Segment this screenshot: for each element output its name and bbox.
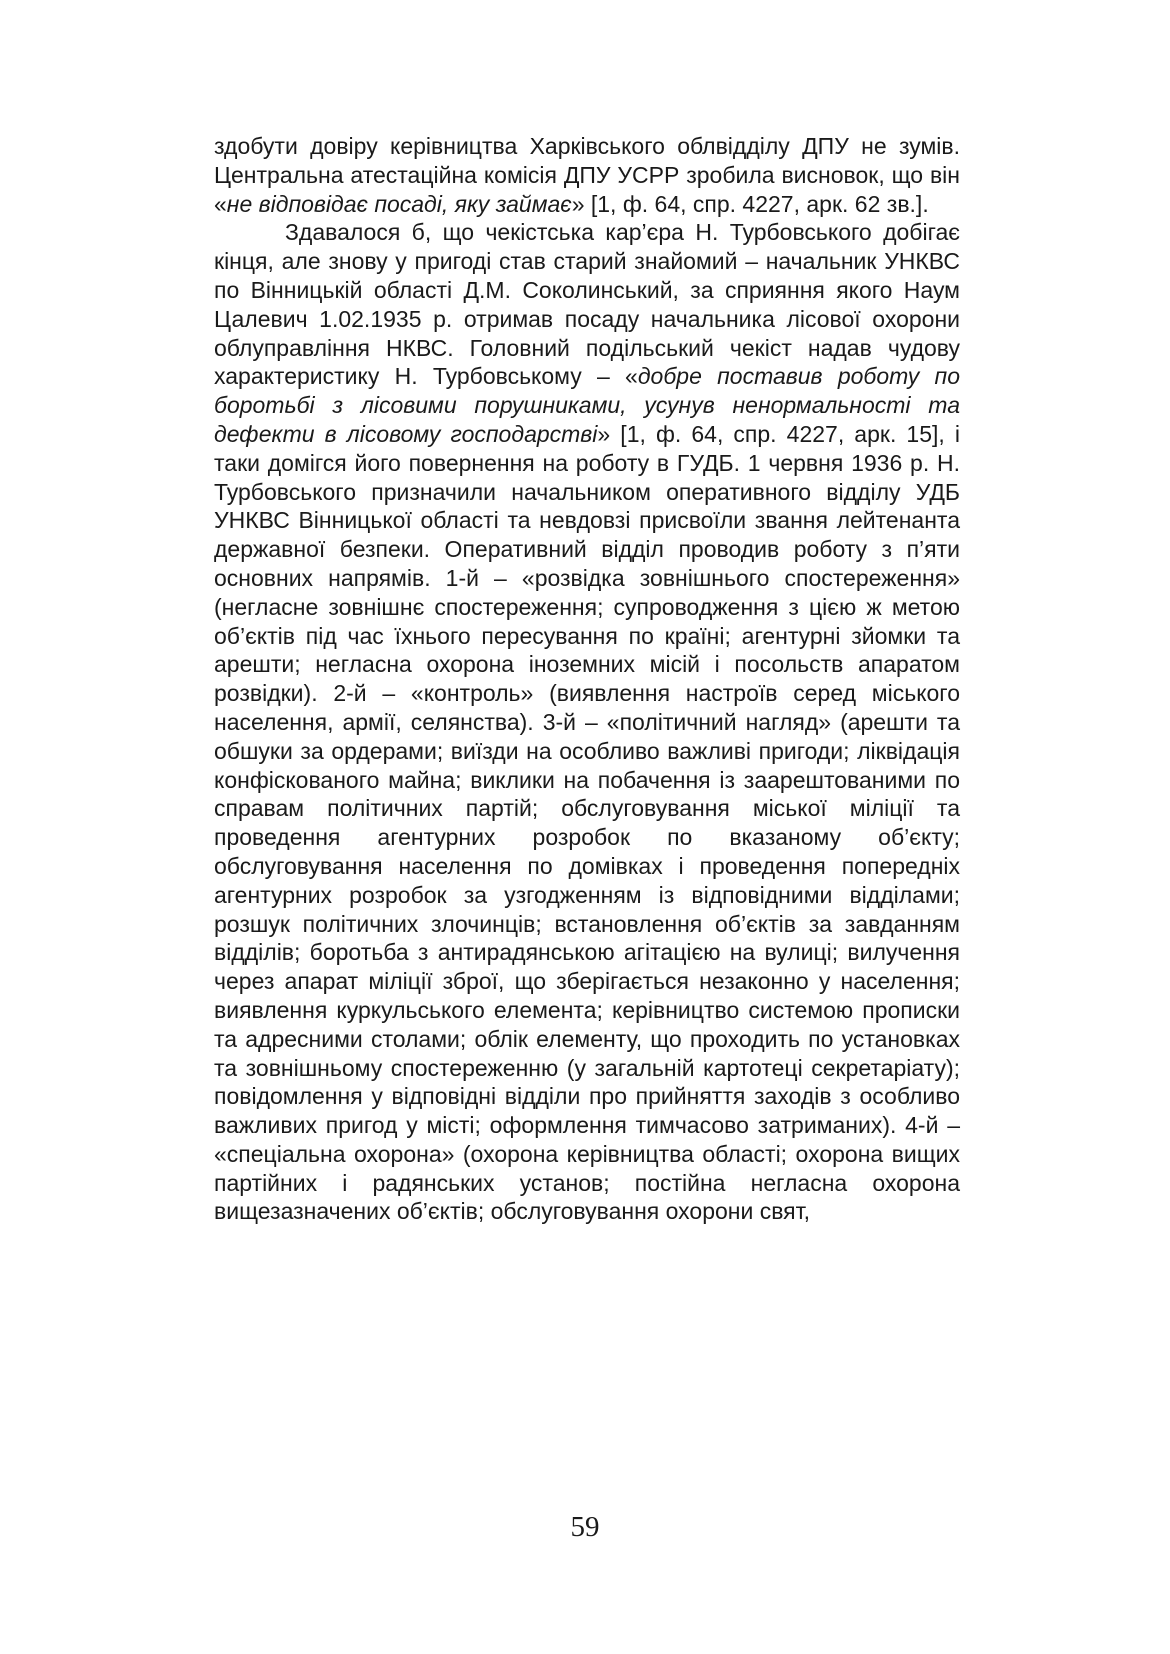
paragraph-1-italic-quote: не відповідає посаді, яку займає xyxy=(226,190,572,217)
paragraph-1-text-start: здобути довіру керівництва Харківського облвідділу ДПУ не зумів. Центральна атестаційна комісія ДПУ УСРР зробила висновок, що він « xyxy=(214,133,960,217)
body-text xyxy=(214,132,960,1226)
paragraph-2-italic-quote: добре поставив роботу по боротьбі з лісовими порушниками, усунув ненормальності та дефекти в лісовому господарстві xyxy=(214,363,960,447)
paragraph-1 xyxy=(214,132,960,218)
paragraph-2-text-start: Здавалося б, що чекістська кар’єра Н. Турбовського добігає кінця, але знову у пригоді став старий знайомий – начальник УНКВС по Вінницькій області Д.М. Соколинський, за сприяння якого Наум Цалевич 1.02.1935 р. отримав посаду начальника лісової охорони облуправління НКВС. Головний подільський чекіст надав чудову характеристику Н. Турбовському – « xyxy=(214,219,960,390)
paragraph-2-text-end: » [1, ф. 64, спр. 4227, арк. 15], і таки домігся його повернення на роботу в ГУДБ. 1 червня 1936 р. Н. Турбовського призначили начальником оперативного відділу УДБ УНКВС Вінницької області та невдовзі присвоїли звання лейтенанта державної безпеки. Оперативний відділ проводив роботу з п’яти основних напрямів. 1-й – «розвідка зовнішнього спостереження» (негласне зовнішнє спостереження; супроводження з цією ж метою об’єктів під час їхнього пересування по країні; агентурні зйомки та арешти; негласна охорона іноземних місій і посольств апаратом розвідки). 2-й – «контроль» (виявлення настроїв серед міського населення, армії, селянства). 3-й – «політичний нагляд» (арешти та обшуки за ордерами; виїзди на особливо важливі пригоди; ліквідація конфіскованого майна; виклики на побачення із заарештованими по справам політичних партій; обслуговування міської міліції та проведення агентурних розробок по вказаному об’єкту; обслуговування населення по домівках і проведення попередніх агентурних розробок за узгодженням із відповідними відділами; розшук політичних злочинців; встановлення об’єктів за завданням відділів; боротьба з антирадянською агітацією на вулиці; вилучення через апарат міліції зброї, що зберігається незаконно у населення; виявлення куркульського елемента; керівництво системою прописки та адресними столами; облік елементу, що проходить по установках та зовнішньому спостереженню (у загальній картотеці секретаріату); повідомлення у відповідні відділи про прийняття заходів з особливо важливих пригод у місті; оформлення тимчасово затриманих). 4-й – «спеціальна охорона» (охорона керівництва області; охорона вищих партійних і радянських установ; постійна негласна охорона вищезазначених об’єктів; обслуговування охорони свят, xyxy=(214,420,960,1225)
paragraph-1-text-end: » [1, ф. 64, спр. 4227, арк. 62 зв.]. xyxy=(571,190,929,217)
paragraph-2 xyxy=(214,218,960,1226)
page-number: 59 xyxy=(570,1511,600,1543)
